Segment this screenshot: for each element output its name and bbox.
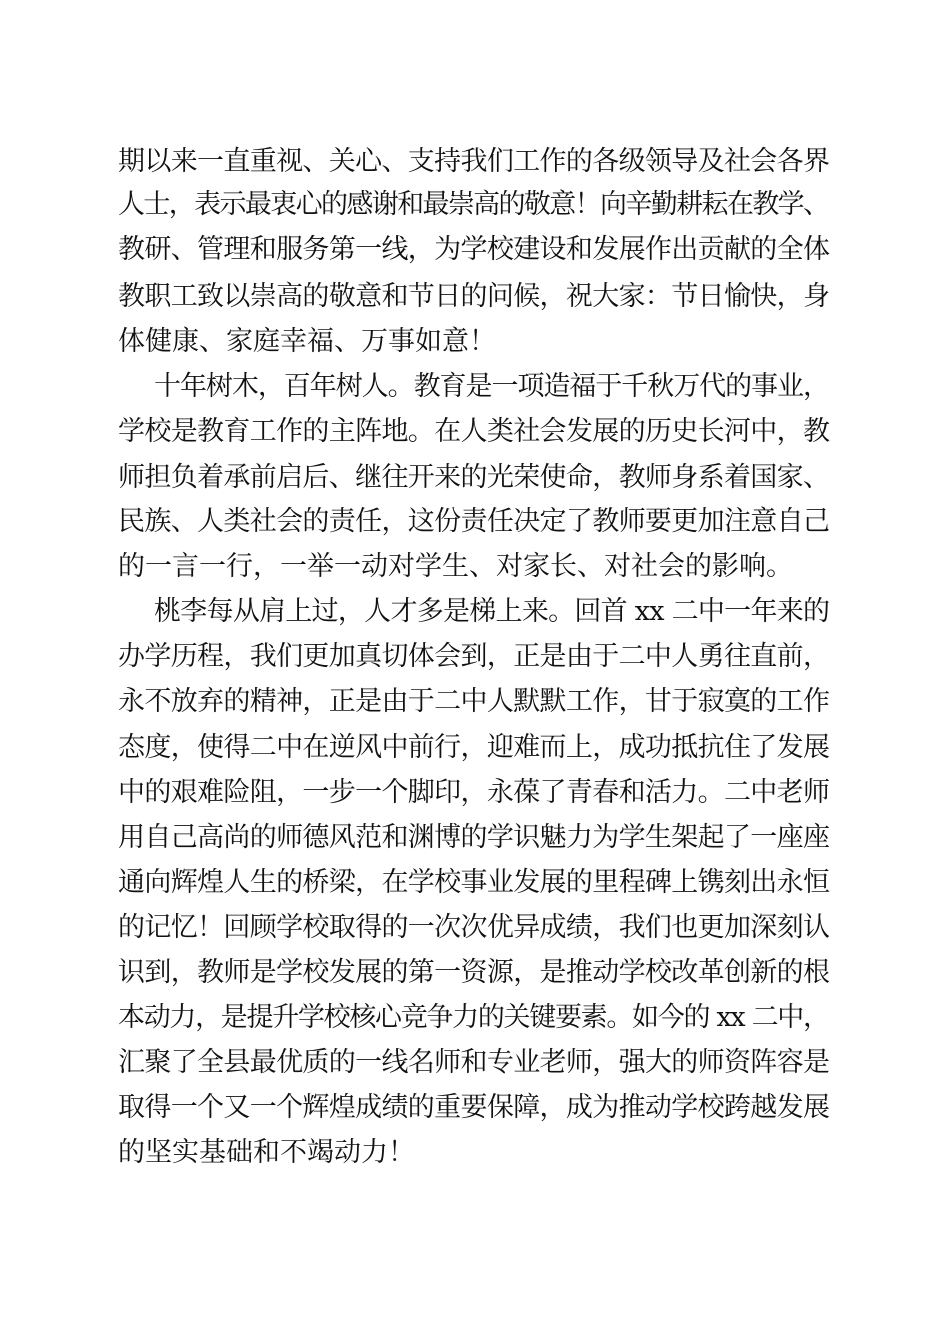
text-line: [0, 275, 950, 319]
line-text: 的坚实基础和不竭动力！: [118, 1137, 415, 1168]
line-text: 取得一个又一个辉煌成绩的重要保障，成为推动学校跨越发展: [118, 1092, 830, 1123]
line-text: 教研、管理和服务第一线，为学校建设和发展作出贡献的全体: [118, 234, 830, 265]
line-text: 师担负着承前启后、继往开来的光荣使命，教师身系着国家、: [118, 462, 830, 493]
text-line: [0, 996, 950, 1040]
line-text: 态度，使得二中在逆风中前行，迎难而上，成功抵抗住了发展: [118, 732, 830, 763]
text-line: [0, 590, 950, 634]
line-text: 十年树木，百年树人。教育是一项造福于千秋万代的事业，: [154, 371, 829, 402]
text-line: [0, 140, 950, 184]
text-line: [0, 545, 950, 589]
line-text: 的记忆！回顾学校取得的一次次优异成绩，我们也更加深刻认: [118, 912, 830, 943]
line-text: 期以来一直重视、关心、支持我们工作的各级领导及社会各界: [118, 146, 830, 177]
text-line: [0, 1086, 950, 1130]
line-text: 通向辉煌人生的桥梁，在学校事业发展的里程碑上镌刻出永恒: [118, 867, 830, 898]
text-line: [0, 456, 950, 500]
text-line: [0, 1041, 950, 1085]
line-text: 的一言一行，一举一动对学生、对家长、对社会的影响。: [118, 551, 793, 582]
text-line: [0, 771, 950, 815]
line-text: 中的艰难险阻，一步一个脚印，永葆了青春和活力。二中老师: [118, 777, 830, 808]
text-line: [0, 726, 950, 770]
text-line: [0, 500, 950, 544]
text-line: [0, 320, 950, 364]
line-text: 人士，表示最衷心的感谢和最崇高的敬意！向辛勤耕耘在教学、: [118, 189, 829, 220]
text-line: [0, 183, 950, 227]
text-line: [0, 228, 950, 272]
text-line: [0, 365, 950, 409]
line-text: 本动力，是提升学校核心竞争力的关键要素。如今的 xx 二中，: [118, 1002, 829, 1033]
line-text: 民族、人类社会的责任，这份责任决定了教师要更加注意自己: [118, 506, 830, 537]
line-text: 识到，教师是学校发展的第一资源，是推动学校改革创新的根: [118, 957, 830, 988]
line-text: 汇聚了全县最优质的一线名师和专业老师，强大的师资阵容是: [118, 1047, 830, 1078]
text-line: [0, 410, 950, 454]
text-line: [0, 861, 950, 905]
line-text: 办学历程，我们更加真切体会到，正是由于二中人勇往直前，: [118, 641, 830, 672]
text-line: [0, 951, 950, 995]
line-text: 教职工致以崇高的敬意和节日的问候，祝大家：节日愉快，身: [118, 281, 830, 312]
line-text: 学校是教育工作的主阵地。在人类社会发展的历史长河中，教: [118, 416, 830, 447]
line-text: 用自己高尚的师德风范和渊博的学识魅力为学生架起了一座座: [118, 822, 830, 853]
text-line: [0, 680, 950, 724]
line-text: 永不放弃的精神，正是由于二中人默默工作，甘于寂寞的工作: [118, 686, 830, 717]
text-line: [0, 1131, 950, 1175]
line-text: 体健康、家庭幸福、万事如意！: [118, 326, 496, 357]
text-line: [0, 816, 950, 860]
text-line: [0, 635, 950, 679]
text-line: [0, 906, 950, 950]
line-text: 桃李每从肩上过，人才多是梯上来。回首 xx 二中一年来的: [154, 596, 830, 627]
